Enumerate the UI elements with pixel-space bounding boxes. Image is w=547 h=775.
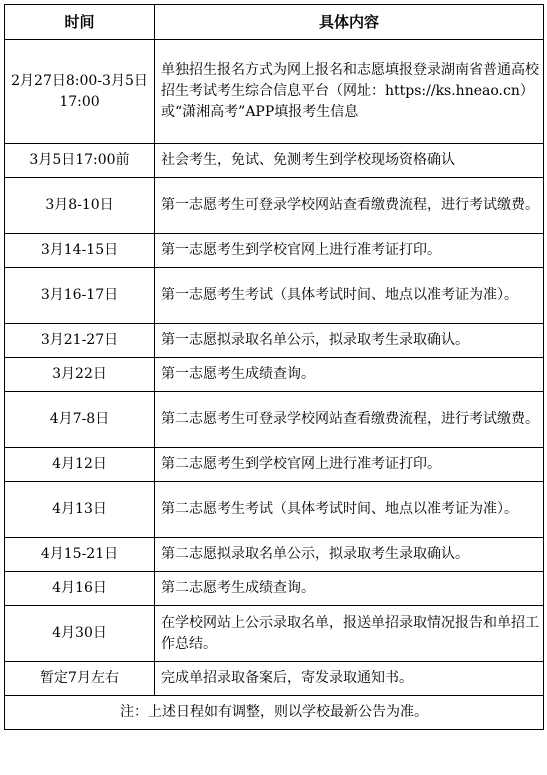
table-row — [5, 268, 544, 324]
table-row — [5, 392, 544, 448]
row-content: 第二志愿考生成绩查询。 — [155, 572, 544, 606]
table-row — [5, 606, 544, 662]
row-time: 3月14-15日 — [5, 234, 155, 268]
table-row — [5, 324, 544, 358]
header-content: 具体内容 — [155, 5, 544, 40]
row-content: 第二志愿考生考试（具体考试时间、地点以准考证为准）。 — [155, 482, 544, 538]
table-row — [5, 538, 544, 572]
table-row — [5, 662, 544, 696]
row-time: 4月15-21日 — [5, 538, 155, 572]
table-row — [5, 358, 544, 392]
row-time: 4月7-8日 — [5, 392, 155, 448]
table-row — [5, 448, 544, 482]
row-time: 2月27日8:00-3月5日17:00 — [5, 40, 155, 144]
row-time: 暂定7月左右 — [5, 662, 155, 696]
row-time: 3月16-17日 — [5, 268, 155, 324]
row-content: 第一志愿考生成绩查询。 — [155, 358, 544, 392]
row-content: 单独招生报名方式为网上报名和志愿填报登录湖南省普通高校招生考试考生综合信息平台（网址：https://ks.hneao.cn）或“潇湘高考”APP填报考生信息 — [155, 40, 544, 144]
header-time: 时间 — [5, 5, 155, 40]
header-row — [5, 5, 544, 40]
row-content: 在学校网站上公示录取名单，报送单招录取情况报告和单招工作总结。 — [155, 606, 544, 662]
row-time: 4月12日 — [5, 448, 155, 482]
note-row — [5, 696, 544, 730]
row-content: 第一志愿拟录取名单公示，拟录取考生录取确认。 — [155, 324, 544, 358]
row-content: 第二志愿考生可登录学校网站查看缴费流程，进行考试缴费。 — [155, 392, 544, 448]
admission-schedule-table — [4, 4, 544, 730]
row-time: 3月21-27日 — [5, 324, 155, 358]
row-content: 第二志愿拟录取名单公示，拟录取考生录取确认。 — [155, 538, 544, 572]
row-time: 3月22日 — [5, 358, 155, 392]
table-row — [5, 178, 544, 234]
row-content: 完成单招录取备案后，寄发录取通知书。 — [155, 662, 544, 696]
row-content: 第一志愿考生到学校官网上进行准考证打印。 — [155, 234, 544, 268]
row-content: 第二志愿考生到学校官网上进行准考证打印。 — [155, 448, 544, 482]
row-time: 3月5日17:00前 — [5, 144, 155, 178]
row-content: 第一志愿考生可登录学校网站查看缴费流程，进行考试缴费。 — [155, 178, 544, 234]
table-row — [5, 40, 544, 144]
table-row — [5, 234, 544, 268]
schedule-note: 注：上述日程如有调整，则以学校最新公告为准。 — [5, 696, 544, 730]
row-time: 4月13日 — [5, 482, 155, 538]
table-row — [5, 482, 544, 538]
table-row — [5, 572, 544, 606]
row-content: 社会考生，免试、免测考生到学校现场资格确认 — [155, 144, 544, 178]
table-row — [5, 144, 544, 178]
row-time: 4月16日 — [5, 572, 155, 606]
row-time: 4月30日 — [5, 606, 155, 662]
row-time: 3月8-10日 — [5, 178, 155, 234]
row-content: 第一志愿考生考试（具体考试时间、地点以准考证为准）。 — [155, 268, 544, 324]
